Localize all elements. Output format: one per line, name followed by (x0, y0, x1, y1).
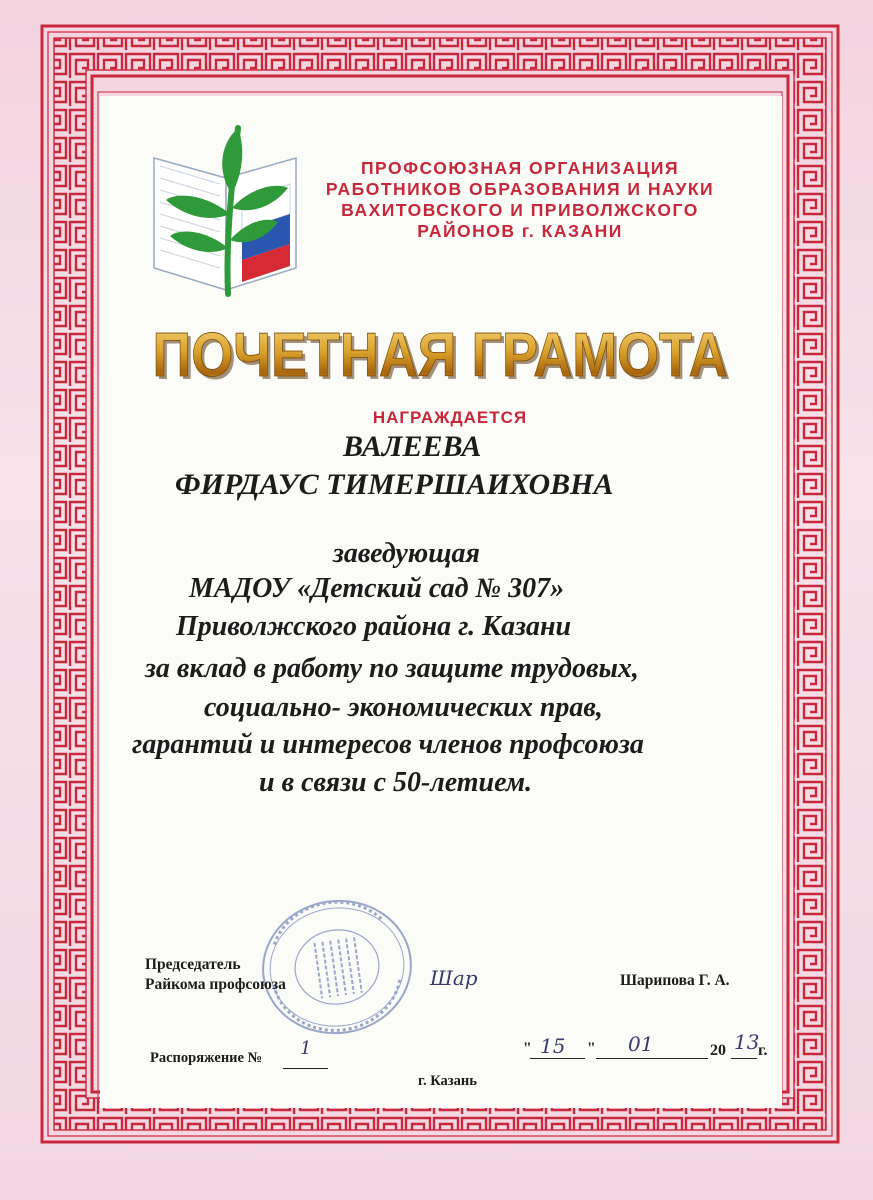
date-year-unit: г. (758, 1042, 768, 1059)
date-day: 15 (540, 1034, 566, 1058)
certificate-title (130, 312, 750, 402)
body-line-reason-2: социально- экономических прав, (204, 692, 603, 723)
body-line-reason-3: гарантий и интересов членов профсоюза (132, 729, 644, 760)
handwritten-signature: Шар (430, 966, 478, 990)
organization-name (320, 158, 720, 242)
date-day-line (530, 1058, 585, 1059)
body-line-district: Приволжского района г. Казани (176, 611, 572, 642)
body-line-position: заведующая (333, 538, 480, 569)
body-line-reason-1: за вклад в работу по защите трудовых, (145, 653, 639, 684)
recipient-surname: ВАЛЕЕВА (343, 430, 482, 463)
certificate-title-text: ПОЧЕТНАЯ ГРАМОТА (152, 321, 728, 390)
certificate-title-shadow: ПОЧЕТНАЯ ГРАМОТА (155, 324, 731, 393)
signer-position-line-1: Председатель (145, 956, 241, 973)
order-number-line (283, 1068, 328, 1069)
date-year-suffix: 13 (734, 1030, 760, 1054)
awarded-label: НАГРАЖДАЕТСЯ (372, 408, 528, 427)
date-close-quote: " (587, 1040, 596, 1057)
organization-line-1: ПРОФСОЮЗНАЯ ОРГАНИЗАЦИЯ (360, 158, 680, 178)
date-month-line (596, 1058, 708, 1059)
city: г. Казань (418, 1073, 477, 1089)
body-line-institution: МАДОУ «Детский сад № 307» (189, 573, 565, 604)
signer-position-line-2: Райкома профсоюза (145, 976, 286, 993)
order-label: Распоряжение № (150, 1050, 263, 1066)
date-year-line (731, 1058, 757, 1059)
organization-line-3: ВАХИТОВСКОГО И ПРИВОЛЖСКОГО (341, 200, 699, 220)
date-year-prefix: 20 (710, 1042, 726, 1059)
recipient-given-names: ФИРДАУС ТИМЕРШАИХОВНА (175, 468, 614, 501)
order-number: 1 (300, 1038, 312, 1059)
date-open-quote: " (523, 1040, 532, 1057)
organization-line-4: РАЙОНОВ г. КАЗАНИ (417, 221, 623, 241)
signer-name: Шарипова Г. А. (620, 972, 730, 989)
date-month: 01 (628, 1032, 654, 1056)
union-seal-stamp (258, 896, 416, 1038)
body-line-reason-4: и в связи с 50-летием. (259, 767, 533, 798)
organization-line-2: РАБОТНИКОВ ОБРАЗОВАНИЯ И НАУКИ (325, 179, 715, 199)
union-logo-icon (146, 118, 316, 298)
